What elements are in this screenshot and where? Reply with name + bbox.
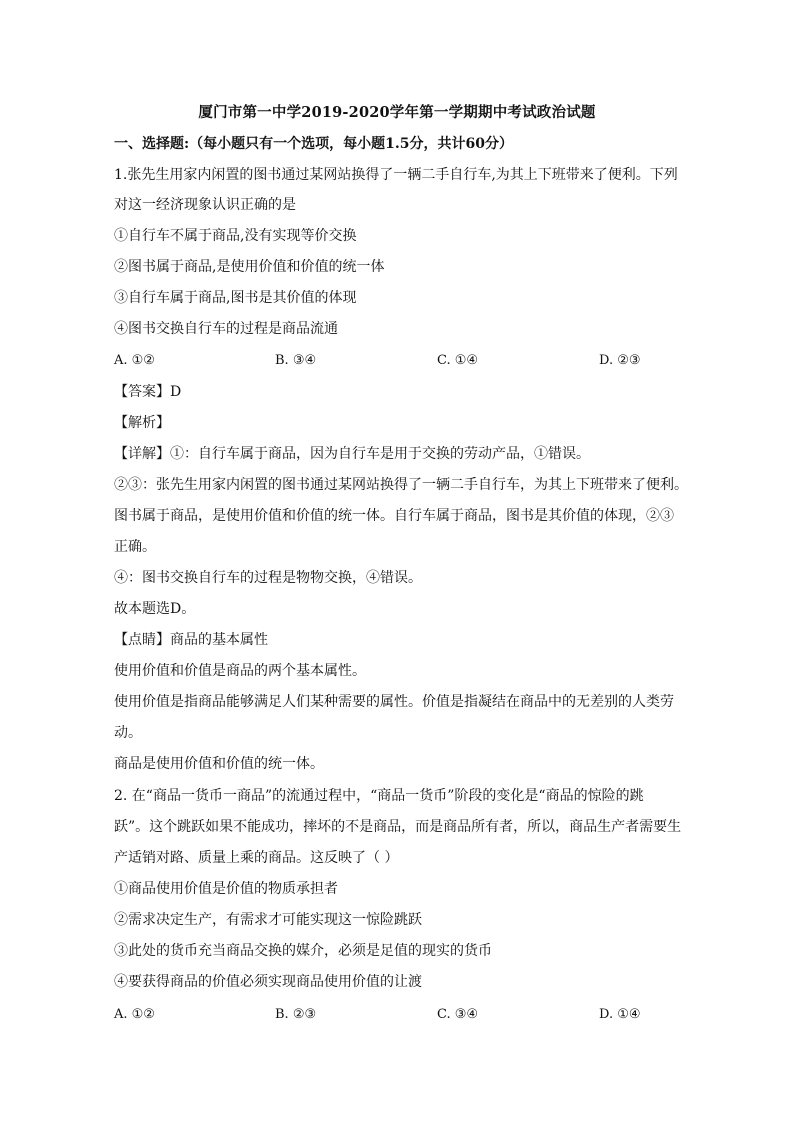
q1-detail-line-5: ④：图书交换自行车的过程是物物交换，④错误。 [114,570,422,586]
q1-point-line-1: 【点睛】商品的基本属性 [114,632,268,648]
q1-option-d: D. ②③ [599,353,641,368]
q2-stem-line-2: 跃”。这个跳跃如果不能成功，摔坏的不是商品，而是商品所有者，所以，商品生产者需要生 [114,819,682,835]
q1-stem-line-1: 1.张先生用家内闲置的图书通过某网站换得了一辆二手自行车,为其上下班带来了便利。下列 [114,167,678,183]
q2-option-a: A. ①② [114,1007,155,1022]
q2-stem-line-1: 2. 在“商品一货币一商品”的流通过程中，“商品一货币”阶段的变化是“商品的惊险的跳 [114,788,644,804]
q2-statement-3: ③此处的货币充当商品交换的媒介，必须是足值的现实的货币 [114,943,492,959]
q1-point-line-2: 使用价值和价值是商品的两个基本属性。 [114,663,366,679]
q1-analysis-label: 【解析】 [114,415,170,431]
q1-detail-line-6: 故本题选D。 [114,601,196,617]
q2-statement-1: ①商品使用价值是价值的物质承担者 [114,881,338,897]
q1-detail-line-1: 【详解】①：自行车属于商品，因为自行车是用于交换的劳动产品，①错误。 [114,446,590,462]
q1-statement-1: ①自行车不属于商品,没有实现等价交换 [114,228,357,244]
q2-option-b: B. ②③ [275,1007,317,1022]
q1-point-line-5: 商品是使用价值和价值的统一体。 [114,756,324,772]
q2-option-d: D. ①④ [599,1007,641,1022]
q1-statement-2: ②图书属于商品,是使用价值和价值的统一体 [114,259,385,275]
q1-stem-line-2: 对这一经济现象认识正确的是 [114,197,296,213]
q1-statement-4: ④图书交换自行车的过程是商品流通 [114,321,338,337]
q1-option-a: A. ①② [114,353,155,368]
q1-detail-line-2: ②③：张先生用家内闲置的图书通过某网站换得了一辆二手自行车，为其上下班带来了便利。 [114,477,688,493]
q1-option-c: C. ①④ [437,353,479,368]
q1-detail-line-3: 图书属于商品，是使用价值和价值的统一体。自行车属于商品，图书是其价值的体现，②③ [114,508,674,524]
q2-statement-4: ④要获得商品的价值必须实现商品使用价值的让渡 [114,974,422,990]
q1-answer: 【答案】D [114,384,182,400]
q2-stem-line-3: 产适销对路、质量上乘的商品。这反映了（ ） [114,850,399,866]
q1-statement-3: ③自行车属于商品,图书是其价值的体现 [114,290,357,306]
q1-point-line-3: 使用价值是指商品能够满足人们某种需要的属性。价值是指凝结在商品中的无差别的人类劳 [114,694,674,710]
q2-statement-2: ②需求决定生产，有需求才可能实现这一惊险跳跃 [114,912,422,928]
section-heading: 一、选择题:（每小题只有一个选项，每小题1.5分，共计60分） [114,136,514,152]
page-title: 厦门市第一中学2019-2020学年第一学期期中考试政治试题 [198,104,596,121]
q1-detail-line-4: 正确。 [114,539,156,555]
q1-point-line-4: 动。 [114,725,142,741]
q2-option-c: C. ③④ [437,1007,479,1022]
q1-option-b: B. ③④ [275,353,317,368]
